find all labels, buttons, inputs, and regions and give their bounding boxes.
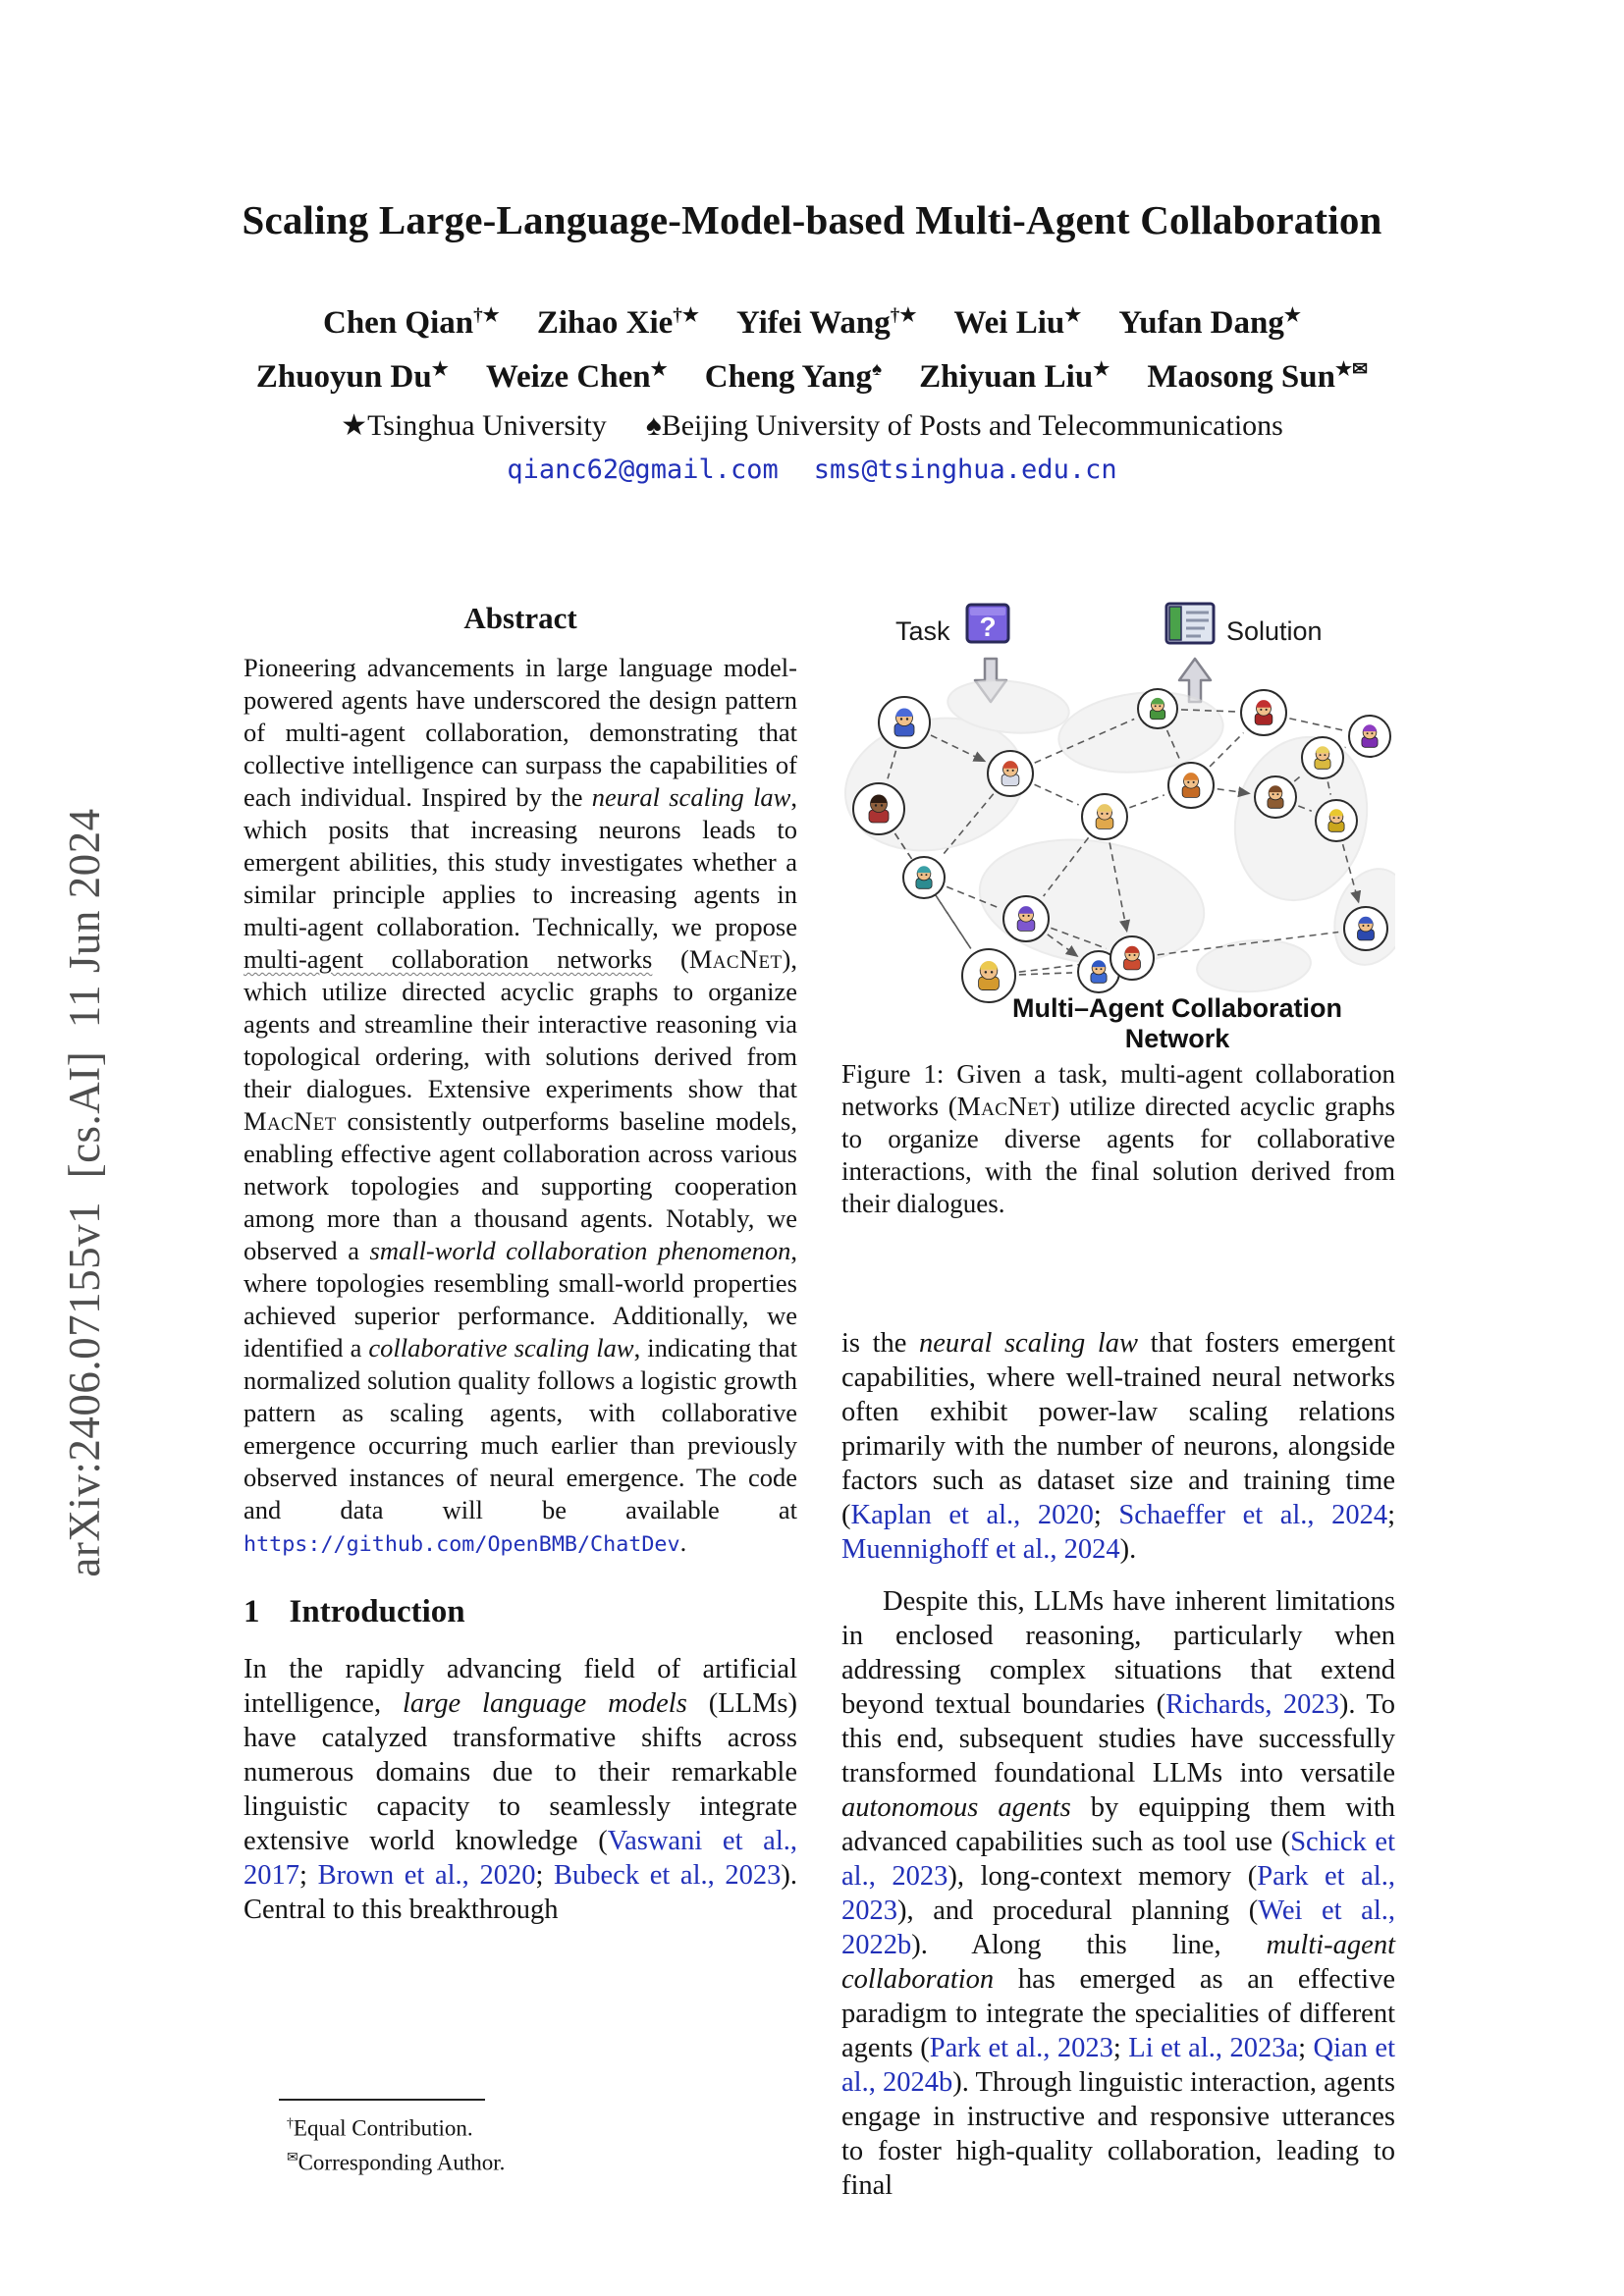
- citation-link[interactable]: Muennighoff et al., 2024: [841, 1534, 1120, 1565]
- network-canvas: [841, 671, 1395, 1005]
- section-title: Introduction: [289, 1594, 465, 1629]
- citation-link[interactable]: Vaswani et al., 2017: [244, 1826, 797, 1891]
- author-name: Maosong Sun★✉: [1147, 359, 1369, 395]
- section-number: 1: [244, 1594, 260, 1629]
- footnotes: [244, 2099, 797, 2176]
- affiliations: [0, 408, 1624, 443]
- network-edge: [1019, 973, 1072, 975]
- emails: [0, 454, 1624, 485]
- author-name: Wei Liu★: [953, 305, 1082, 341]
- citation-link[interactable]: Schaeffer et al., 2024: [1118, 1500, 1388, 1530]
- author-name: Zhiyuan Liu★: [919, 359, 1110, 395]
- body-paragraph: is the neural scaling law that fosters emergent capabilities, where well-trained neural networks often exhibit power-law scaling relations primarily with the number of neurons, alongside factors such as dataset size and training time (Kaplan et al., 2020; Schaeffer et al., 2024; Muennighoff et al., 2024).: [841, 1328, 1396, 1565]
- agent-node: [1003, 896, 1049, 941]
- figure-caption: Figure 1: Given a task, multi-agent collaboration networks (MacNet) utilize directed acyclic graphs to organize diverse agents for collaborative interactions, with the final solution derived from their dialogues.: [841, 1059, 1395, 1218]
- solution-label: Solution: [1226, 616, 1323, 646]
- citation-link[interactable]: Richards, 2023: [1165, 1689, 1339, 1720]
- agent-node: [1168, 763, 1214, 808]
- agent-node: [1349, 716, 1390, 757]
- citation-link[interactable]: Wei et al., 2022b: [841, 1896, 1395, 1960]
- abstract-section: [244, 601, 797, 1561]
- task-label: Task: [895, 616, 950, 646]
- task-icon: [961, 597, 1014, 650]
- author-name: Zihao Xie†★: [536, 305, 699, 341]
- agent-node: [1344, 907, 1387, 950]
- citation-link[interactable]: Brown et al., 2020: [317, 1860, 536, 1891]
- citation-link[interactable]: Li et al., 2023a: [1128, 2033, 1299, 2063]
- author-name: Yufan Dang★: [1118, 305, 1302, 341]
- agent-node: [1316, 800, 1357, 841]
- agent-node: [988, 751, 1033, 796]
- paper-header: [0, 196, 1624, 485]
- agent-node: [1082, 794, 1127, 839]
- section-1-heading: [244, 1594, 797, 1630]
- abstract-heading: Abstract: [463, 601, 577, 635]
- affiliation: ★Tsinghua University: [341, 409, 607, 442]
- network-edge: [1129, 795, 1164, 808]
- citation-link[interactable]: Kaplan et al., 2020: [850, 1500, 1094, 1530]
- solution-icon: [1162, 597, 1218, 650]
- network-edge: [1035, 784, 1079, 805]
- author-name: Cheng Yang♠: [704, 359, 883, 395]
- right-column: [841, 587, 1395, 2203]
- footnote-item: ✉Corresponding Author.: [287, 2149, 506, 2175]
- agent-node: [1302, 737, 1343, 778]
- citation-link[interactable]: Qian et al., 2024b: [841, 2033, 1395, 2098]
- intro-paragraph: In the rapidly advancing field of artificial intelligence, large language models (LLMs) have catalyzed transformative shifts across numerous domains due to their remarkable linguistic capacity to seamlessly integrate extensive world knowledge (Vaswani et al., 2017; Brown et al., 2020; Bubeck et al., 2023). Central to this breakthrough: [244, 1654, 798, 1925]
- network-label: Multi–Agent Collaboration Network: [1012, 993, 1342, 1053]
- agent-node: [879, 697, 930, 748]
- author-rows: [0, 293, 1624, 400]
- footnote-item: †Equal Contribution.: [287, 2115, 473, 2141]
- agent-node: [1110, 936, 1154, 980]
- author-row: [0, 293, 1624, 347]
- citation-link[interactable]: Bubeck et al., 2023: [554, 1860, 782, 1891]
- citation-link[interactable]: Park et al., 2023: [841, 1861, 1395, 1926]
- author-name: Zhuoyun Du★: [255, 359, 449, 395]
- network-edge: [1289, 719, 1343, 730]
- page-title: Scaling Large-Language-Model-based Multi-Agent Collaboration: [242, 197, 1382, 242]
- body-paragraph: Despite this, LLMs have inherent limitations in enclosed reasoning, particularly when addressing complex situations that extend beyond textual boundaries (Richards, 2023). To this end, subsequent studies have successfully transformed foundational LLMs into versatile autonomous agents by equipping them with advanced capabilities such as tool use (Schick et al., 2023), long-context memory (Park et al., 2023), and procedural planning (Wei et al., 2022b). Along this line, multi-agent collaboration has emerged as an effective paradigm to integrate the specialities of different agents (Park et al., 2023; Li et al., 2023a; Qian et al., 2024b). Through linguistic interaction, agents engage in instructive and responsive utterances to foster high-quality collaboration, leading to final: [841, 1586, 1396, 2201]
- footnote-rule: [279, 2099, 485, 2101]
- author-name: Yifei Wang†★: [735, 305, 917, 341]
- left-column: [244, 601, 797, 1927]
- agent-node: [853, 783, 904, 834]
- agent-node: [1138, 689, 1177, 728]
- email-link[interactable]: sms@tsinghua.edu.cn: [813, 454, 1117, 485]
- figure-1: [841, 587, 1395, 1053]
- author-row: [0, 347, 1624, 400]
- email-link[interactable]: qianc62@gmail.com: [507, 454, 779, 485]
- abstract-text: Pioneering advancements in large language model-powered agents have underscored the design pattern of multi-agent collaboration, demonstrating that collective intelligence can surpass the capabilities of each individual. Inspired by the neural scaling law, which posits that increasing neurons leads to emergent abilities, this study investigates whether a similar principle applies to increasing agents in multi-agent collaboration. Technically, we propose multi-agent collaboration networks (MacNet), which utilize directed acyclic graphs to organize agents and streamline their interactive reasoning via topological ordering, with solutions derived from their dialogues. Extensive experiments show that MacNet consistently outperforms baseline models, enabling effective agent collaboration across various network topologies and supporting cooperation among more than a thousand agents. Notably, we observed a small-world collaboration phenomenon, where topologies resembling small-world properties achieved superior performance. Additionally, we identified a collaborative scaling law, indicating that normalized solution quality follows a logistic growth pattern as scaling agents, with collaborative emergence occurring much earlier than previously observed instances of neural emergence. The code and data will be available at https://github.com/OpenBMB/ChatDev.: [244, 653, 798, 1557]
- code-repo-link[interactable]: https://github.com/OpenBMB/ChatDev: [244, 1532, 680, 1557]
- arxiv-watermark: arXiv:2406.07155v1 [cs.AI] 11 Jun 2024: [60, 808, 109, 1577]
- citation-link[interactable]: Park et al., 2023: [929, 2033, 1113, 2063]
- author-name: Chen Qian†★: [322, 305, 500, 341]
- svg-text:?: ?: [979, 612, 997, 642]
- agent-node: [1255, 776, 1296, 818]
- agent-node: [903, 857, 945, 898]
- citation-link[interactable]: Schick et al., 2023: [841, 1827, 1395, 1892]
- affiliation: ♠Beijing University of Posts and Telecommunications: [645, 409, 1283, 442]
- author-name: Weize Chen★: [485, 359, 668, 395]
- agent-node: [1241, 690, 1286, 735]
